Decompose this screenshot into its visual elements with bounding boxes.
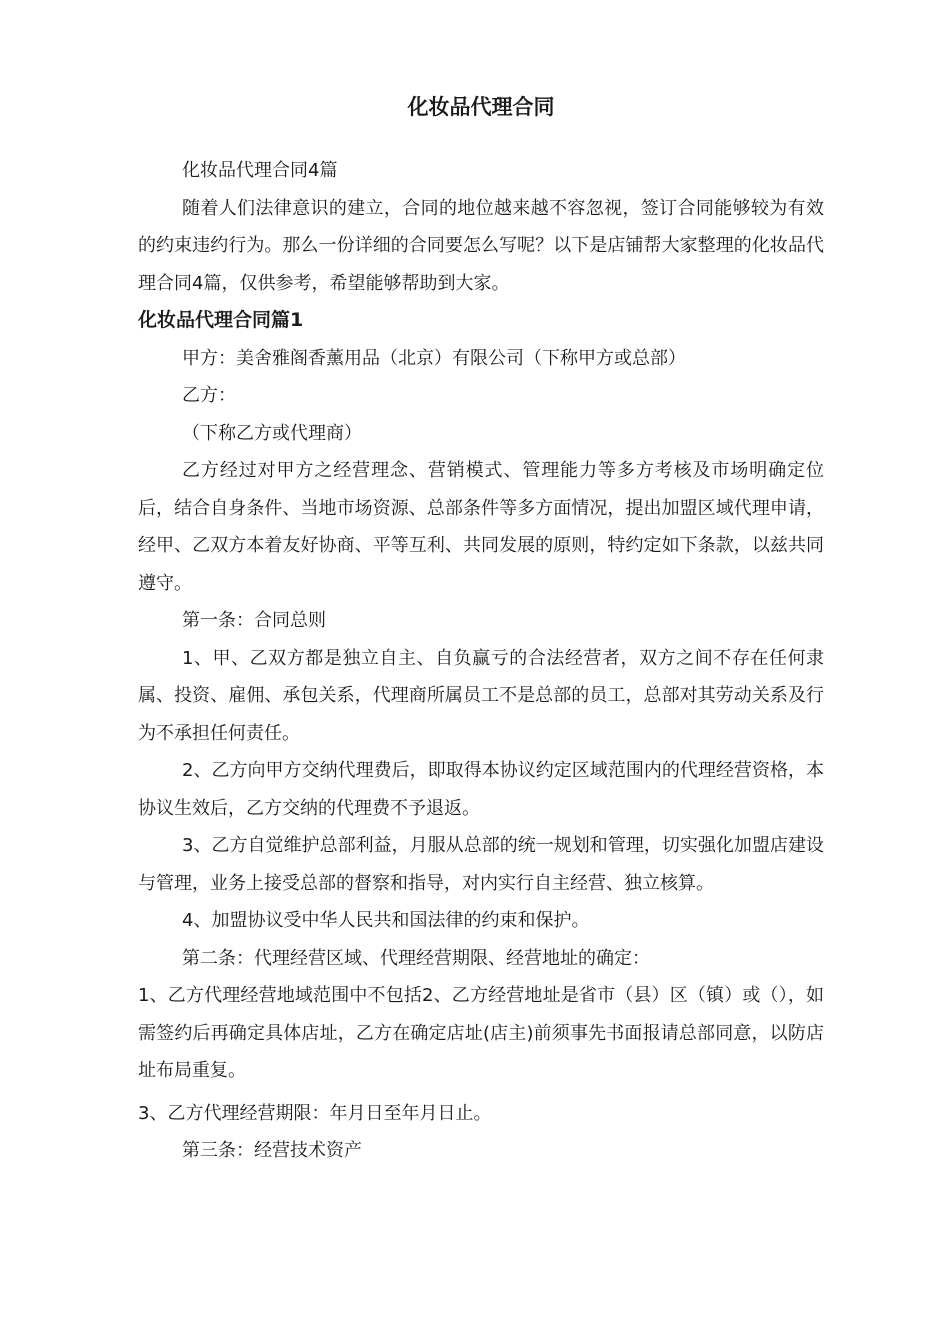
article-1-clause-3: 3、乙方自觉维护总部利益，月服从总部的统一规划和管理，切实强化加盟店建设与管理，业务上接受总部的督察和指导，对内实行自主经营、独立核算。 [138, 835, 824, 894]
article-1-clause-1: 1、甲、乙双方都是独立自主、自负赢亏的合法经营者，双方之间不存在任何隶属、投资、雇佣、承包关系，代理商所属员工不是总部的员工，总部对其劳动关系及行为不承担任何责任。 [138, 647, 824, 744]
article-2-clause-1-2: 1、乙方代理经营地域范围中不包括2、乙方经营地址是省市（县）区（镇）或（），如需签约后再确定具体店址，乙方在确定店址(店主)前须事先书面报请总部同意，以防店址布局重复。 [138, 985, 824, 1081]
section-heading: 化妆品代理合同篇1 [138, 309, 304, 331]
document-title: 化妆品代理合同 [407, 95, 555, 119]
article-2-clause-3: 3、乙方代理经营期限：年月日至年月日止。 [138, 1102, 492, 1124]
subtitle-paragraph: 化妆品代理合同4篇 [182, 160, 338, 181]
article-1-clause-2: 2、乙方向甲方交纳代理费后，即取得本协议约定区域范围内的代理经营资格，本协议生效后，乙方交纳的代理费不予退返。 [138, 760, 824, 819]
preamble-paragraph: 乙方经过对甲方之经营理念、营销模式、管理能力等多方考核及市场明确定位后，结合自身条件、当地市场资源、总部条件等多方面情况，提出加盟区域代理申请，经甲、乙双方本着友好协商、平等互利、共同发展的原则，特约定如下条款，以兹共同遵守。 [138, 460, 824, 594]
party-a-line: 甲方：美舍雅阁香薰用品（北京）有限公司（下称甲方或总部） [182, 347, 686, 369]
document-page [138, 92, 824, 1170]
intro-paragraph: 随着人们法律意识的建立，合同的地位越来越不容忽视，签订合同能够较为有效的约束违约行为。那么一份详细的合同要怎么写呢？以下是店铺帮大家整理的化妆品代理合同4篇，仅供参考，希望能够帮助到大家。 [138, 197, 824, 294]
party-b-line: 乙方： [182, 385, 236, 406]
article-1-clause-4: 4、加盟协议受中华人民共和国法律的约束和保护。 [182, 910, 590, 931]
party-b-note: （下称乙方或代理商） [182, 422, 362, 444]
article-2-heading: 第二条：代理经营区域、代理经营期限、经营地址的确定： [182, 947, 650, 969]
article-1-heading: 第一条：合同总则 [182, 610, 326, 631]
article-3-heading: 第三条：经营技术资产 [182, 1140, 362, 1161]
